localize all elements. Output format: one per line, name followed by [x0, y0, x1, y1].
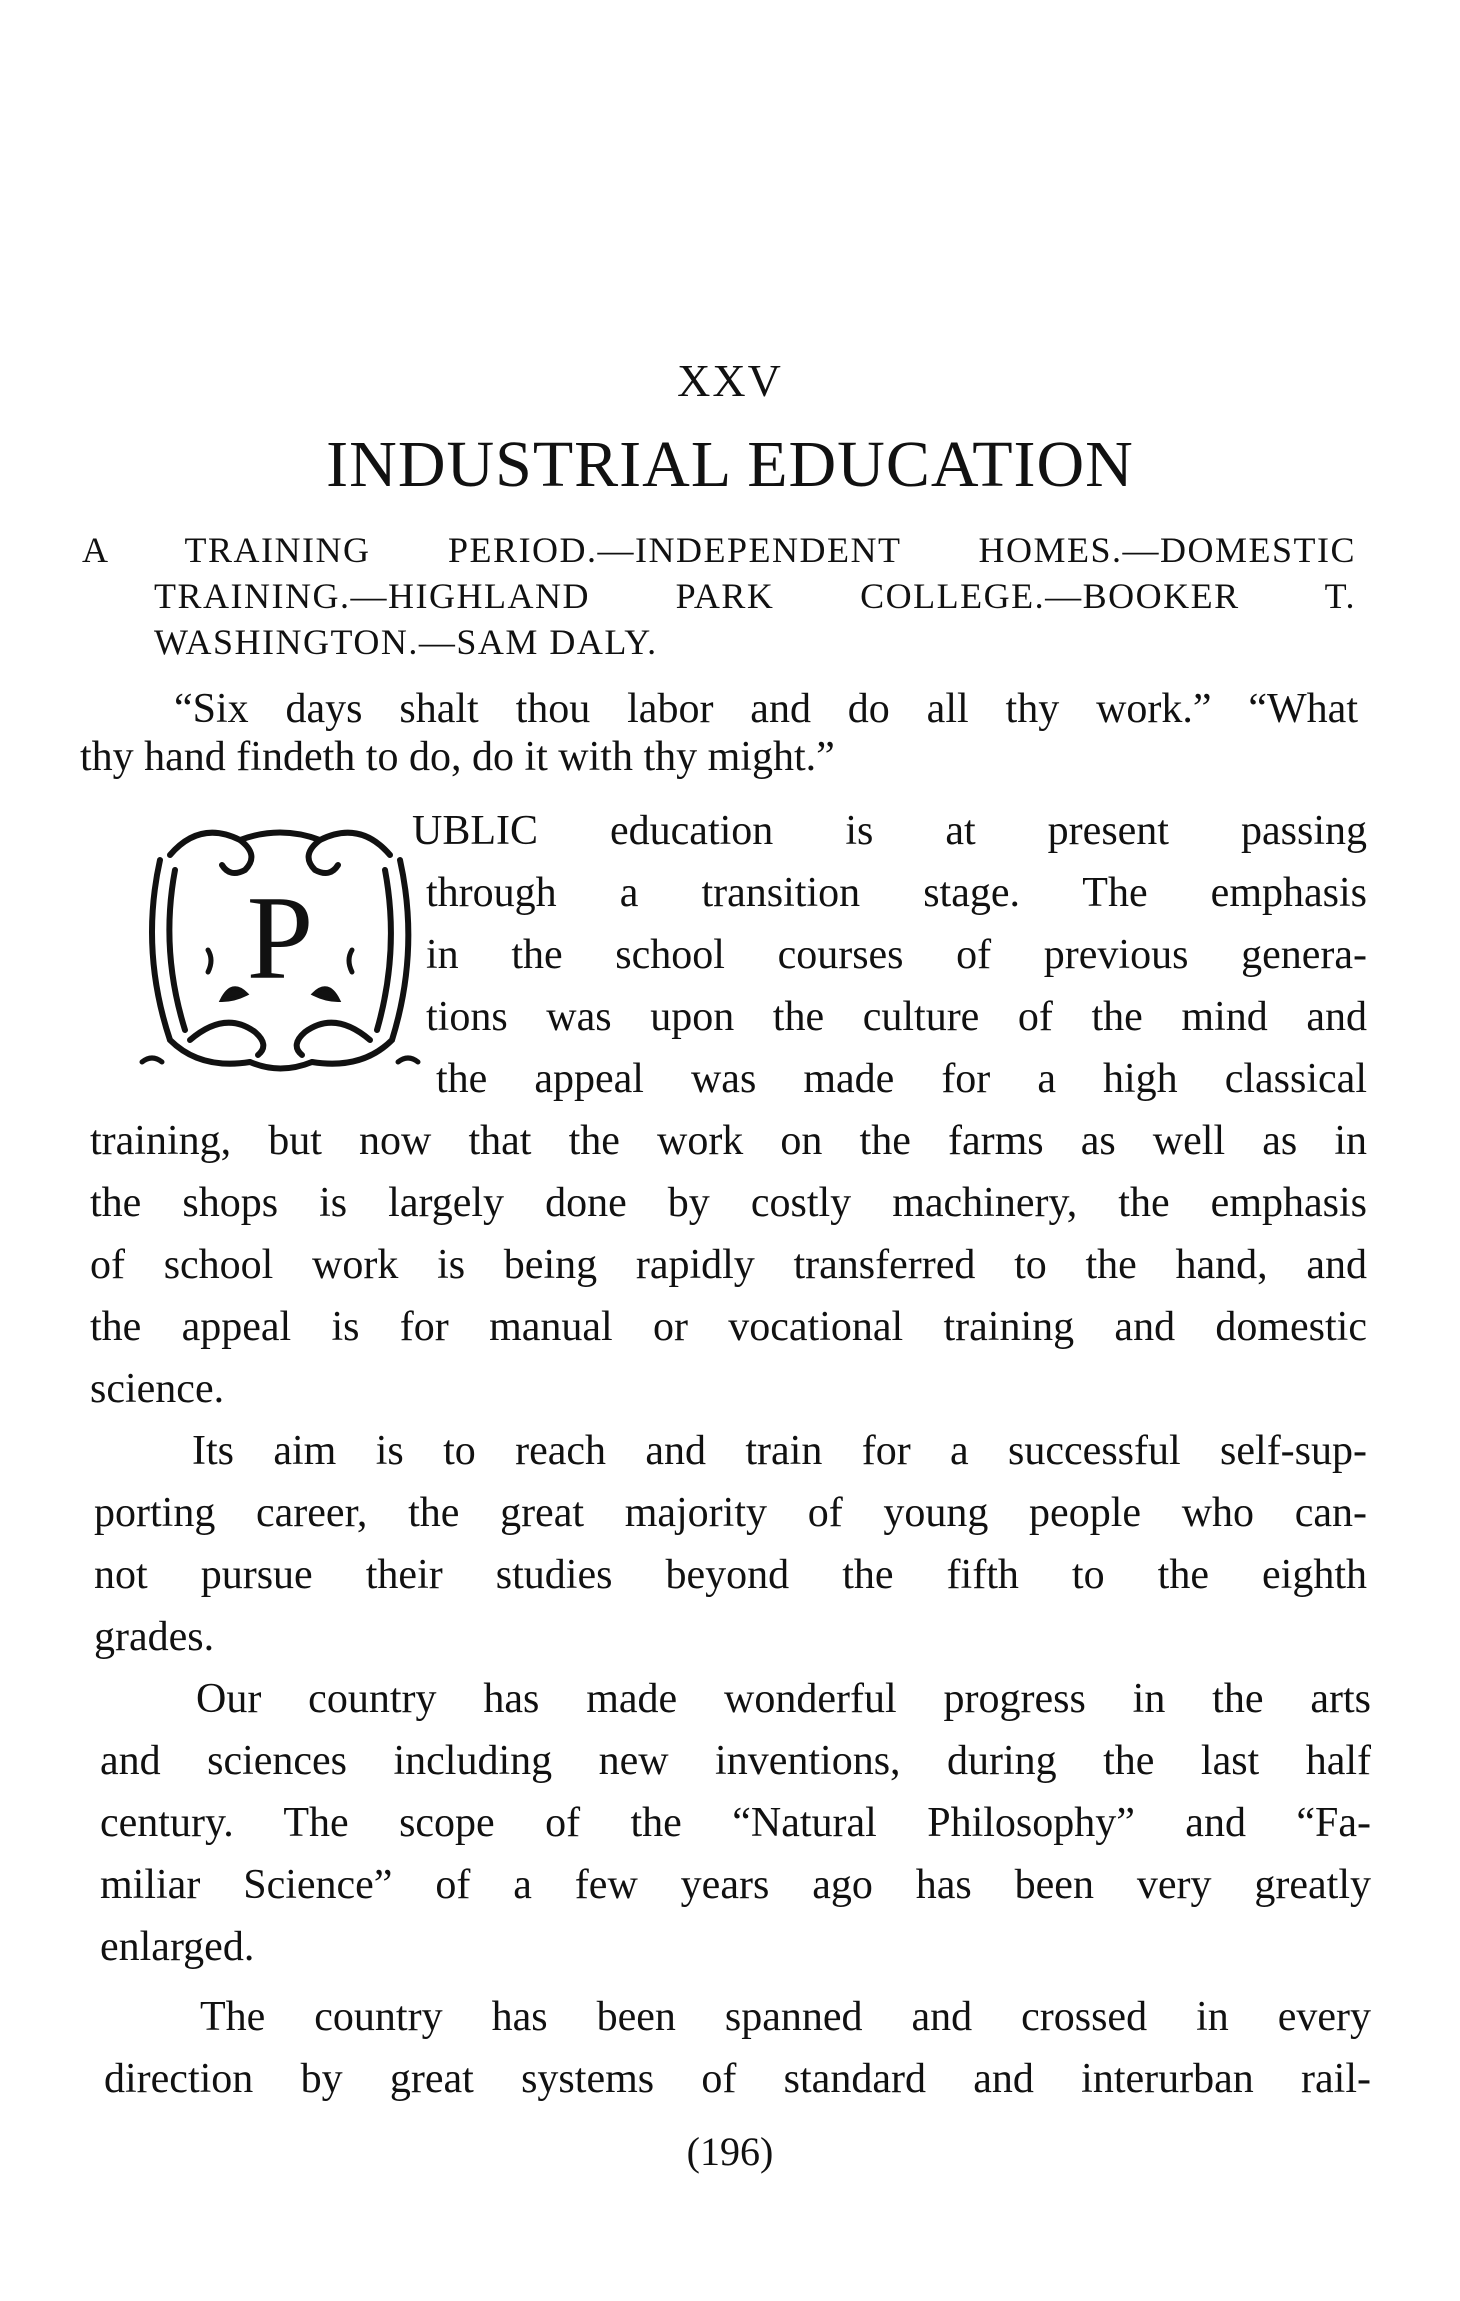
- body-line: of school work is being rapidly transferred to the hand, and: [90, 1242, 1367, 1288]
- dropcap-letter: P: [246, 871, 314, 1004]
- chapter-synopsis: [82, 527, 1356, 665]
- synopsis-line: A TRAINING PERIOD.—INDEPENDENT HOMES.—DOMESTIC: [82, 530, 1356, 570]
- body-line: science.: [90, 1366, 225, 1412]
- body-line: the appeal is for manual or vocational training and domestic: [90, 1304, 1367, 1350]
- body-line: century. The scope of the “Natural Philosophy” and “Fa-: [100, 1800, 1371, 1846]
- epigraph-line: thy hand findeth to do, do it with thy might.”: [80, 734, 835, 780]
- body-line: UBLIC education is at present passing: [412, 808, 1367, 854]
- page-number: (196): [686, 2129, 774, 2174]
- epigraph: [80, 685, 1358, 781]
- body-line: in the school courses of previous genera-: [426, 932, 1367, 978]
- body-line: The country has been spanned and crossed in every: [200, 1994, 1371, 2040]
- epigraph-line: “Six days shalt thou labor and do all thy work.” “What: [174, 686, 1358, 732]
- body-line: the appeal was made for a high classical: [436, 1056, 1367, 1102]
- chapter-title: INDUSTRIAL EDUCATION: [326, 428, 1134, 501]
- body-line: not pursue their studies beyond the fifth to the eighth: [94, 1552, 1367, 1598]
- body-line: Our country has made wonderful progress in the arts: [196, 1676, 1371, 1722]
- body-line: and sciences including new inventions, during the last half: [100, 1738, 1371, 1784]
- synopsis-line: TRAINING.—HIGHLAND PARK COLLEGE.—BOOKER T.: [154, 576, 1356, 616]
- body-line: tions was upon the culture of the mind and: [426, 994, 1367, 1040]
- body-line: through a transition stage. The emphasis: [426, 870, 1367, 916]
- body-line: porting career, the great majority of young people who can-: [94, 1490, 1367, 1536]
- body-line: Its aim is to reach and train for a successful self-sup-: [192, 1428, 1367, 1474]
- body-line: miliar Science” of a few years ago has been very greatly: [100, 1862, 1371, 1908]
- body-line: direction by great systems of standard and interurban rail-: [104, 2056, 1371, 2102]
- body-line: grades.: [94, 1614, 215, 1660]
- ornamental-dropcap: [130, 800, 430, 1090]
- synopsis-line: WASHINGTON.—SAM DALY.: [154, 622, 658, 662]
- chapter-number: XXV: [677, 355, 783, 406]
- body-line: training, but now that the work on the farms as well as in: [90, 1118, 1367, 1164]
- body-line: the shops is largely done by costly machinery, the emphasis: [90, 1180, 1367, 1226]
- body-line: enlarged.: [100, 1924, 255, 1970]
